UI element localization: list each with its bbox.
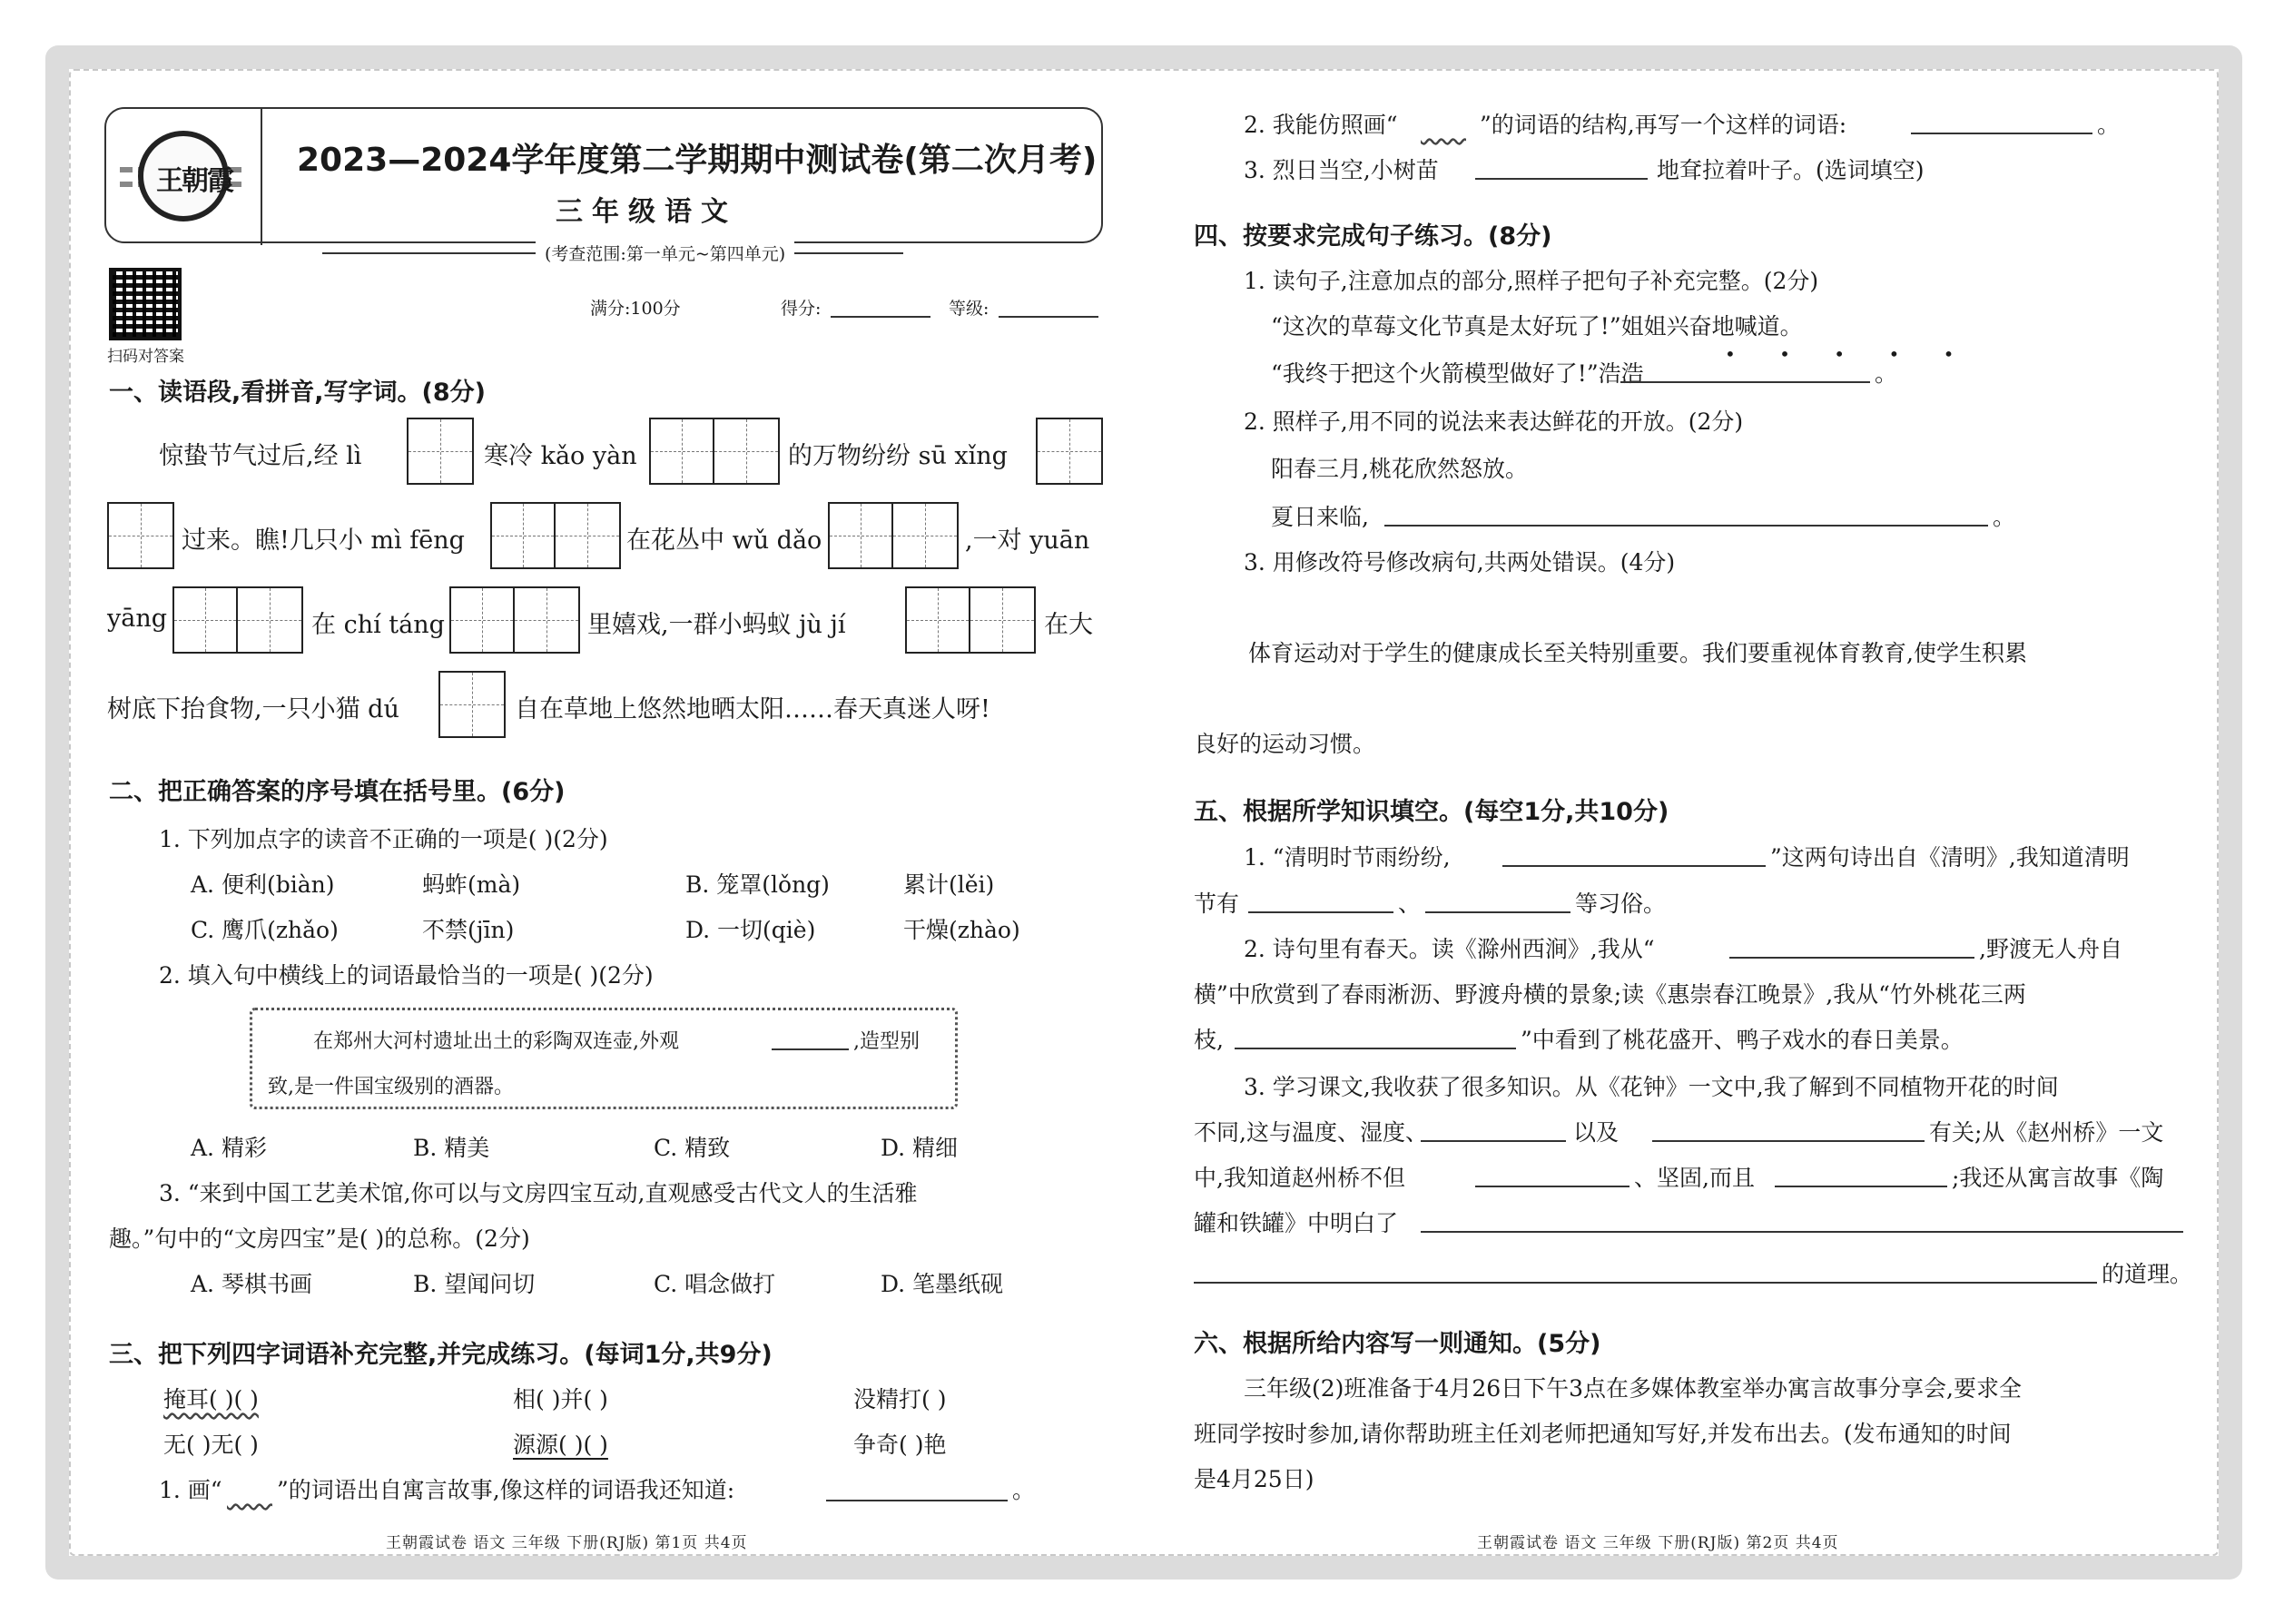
s1-text: 过来。瞧!几只小 mì fēng [182,527,465,555]
grade-blank[interactable] [999,316,1098,318]
section-2-title: 二、把正确答案的序号填在括号里。(6分) [109,778,566,806]
section-1-title: 一、读语段,看拼音,写字词。(8分) [109,379,486,407]
question: ”的词语的结构,再写一个这样的词语: [1480,112,1847,138]
question: 1. “清明时节雨纷纷, [1244,844,1451,871]
question: ;我还从寓言故事《陶 [1952,1165,2164,1191]
answer-blank[interactable] [1421,1231,2183,1233]
brand-logo [120,122,247,231]
question: 。 [2097,112,2121,138]
example-sentence: 阳春三月,桃花欣然怒放。 [1271,456,1528,482]
char-grid[interactable] [438,671,506,738]
question: 3. 学习课文,我收获了很多知识。从《花钟》一文中,我了解到不同植物开花的时间 [1244,1074,2059,1100]
char-grid[interactable] [107,502,174,569]
s1-text: 在 chí táng [311,611,445,639]
right-page: 2. 我能仿照画“ ”的词语的结构,再写一个这样的词语: 。 3. 烈日当空,小树苗 地耷拉着叶子。(选词填空) 四、按要求完成句子练习。(8分) 1. 读句子,注意加点的部分,照样子把句子补充完整。(2分) “这次的草莓文化节真是太好玩了!”姐姐兴奋地喊道。 • • • • • “我终于把这个火箭模型做好了!”浩浩 。 2. 照样子,用不同的说法来表达鲜花的开放。(2分) 阳春三月,桃花欣然怒放。 夏日来临, 。 3. 用修改符号修改病句,共两处错误。(4分) 体育运动对于学生的健康成长至关特别重要。我们要重视体育教育,使学生积累 良好的运动习惯。 五、根据所学知识填空。(每空1分,共10分) 1. “清明时节雨纷纷, ”这两句诗出自《清明》,我知道清明 节有 、 等习俗。 2. 诗句里有春天。读《滁州西涧》,我从“ ,野渡无人舟自 横”中欣赏到了春雨淅沥、野渡舟横的景象;读《惠崇春江晚景》,我从“竹外桃花三两 枝, ”中看到了桃花盛开、鸭子戏水的春日美景。 3. 学习课文,我收获了很多知识。从《花钟》一文中,我了解到不同植物开花的时间 不同,这与温度、湿度、 以及 有关;从《赵州桥》一文 中,我知道赵州桥不但 、坚固,而且 ;我还从寓言故事《陶 罐和铁罐》中明白了 的道理。 六、根据所给内容写一则通知。(5分) 三年级(2)班准备于4月26日下午3点在多媒体教室举办寓言故事分享会,要求全 班同学按时参加,请你帮助班主任刘老师把通知写好,并发布出去。(发布通知的时间 是4月25日) 王朝霞试卷 语文 三年级 下册(RJ版) 第2页 共4页 [1194,100,2220,1552]
answer-blank[interactable] [1425,911,1570,913]
idiom[interactable]: 掩耳( )( ) [163,1386,259,1412]
answer-blank[interactable] [1384,525,1988,527]
question: 节有 [1194,891,1240,917]
question: 不同,这与温度、湿度、 [1194,1119,1428,1146]
option[interactable]: 蚂蚱(mà) [422,871,521,898]
question: ”中看到了桃花盛开、鸭子戏水的春日美景。 [1521,1027,1964,1053]
quote-text: 在郑州大河村遗址出土的彩陶双连壶,外观 [313,1030,679,1053]
s1-text: 的万物纷纷 sū xǐng [788,442,1008,470]
question: 。 [1993,504,2016,530]
left-page [104,100,1130,1552]
footer: 王朝霞试卷 语文 三年级 下册(RJ版) 第1页 共4页 [386,1534,748,1552]
option[interactable]: A. 精彩 [191,1135,267,1161]
question: 2. 诗句里有春天。读《滁州西涧》,我从“ [1244,936,1655,962]
option[interactable]: D. 笔墨纸砚 [881,1271,1004,1297]
question: 以及 [1573,1119,1620,1146]
question: 趣。”句中的“文房四宝”是( )的总称。(2分) [109,1225,530,1252]
score-blank[interactable] [831,316,930,318]
option[interactable]: A. 琴棋书画 [191,1271,312,1297]
answer-blank[interactable] [1620,381,1870,383]
sick-sentence[interactable]: 良好的运动习惯。 [1194,731,1376,757]
option[interactable]: B. 笼罩(lǒng) [685,871,830,898]
question: 1. 下列加点字的读音不正确的一项是( )(2分) [159,826,608,852]
answer-blank[interactable] [1729,957,1974,959]
answer-blank[interactable] [772,1048,849,1050]
question: 罐和铁罐》中明白了 [1194,1210,1399,1236]
answer-blank[interactable] [1652,1140,1925,1142]
sick-sentence[interactable]: 体育运动对于学生的健康成长至关特别重要。我们要重视体育教育,使学生积累 [1248,640,2027,666]
answer-blank[interactable] [1475,1186,1629,1187]
question: 2. 我能仿照画“ [1244,112,1398,138]
option[interactable]: C. 鹰爪(zhǎo) [191,917,339,943]
quote-text: ,造型别 [853,1030,920,1053]
idiom[interactable]: 相( )并( ) [513,1386,608,1412]
option[interactable]: 干燥(zhào) [903,917,1020,943]
answer-blank[interactable] [1421,1140,1566,1142]
footer: 王朝霞试卷 语文 三年级 下册(RJ版) 第2页 共4页 [1477,1534,1839,1552]
question: 枝, [1194,1027,1224,1053]
question: 2. 照样子,用不同的说法来表达鲜花的开放。(2分) [1244,408,1744,435]
option[interactable]: B. 精美 [413,1135,490,1161]
s1-text: 寒冷 kǎo yàn [484,442,637,470]
question: 地耷拉着叶子。(选词填空) [1657,157,1925,183]
char-grid[interactable] [490,502,621,569]
option[interactable]: C. 唱念做打 [654,1271,776,1297]
idiom[interactable]: 无( )无( ) [163,1432,259,1458]
option[interactable]: D. 精细 [881,1135,959,1161]
question: ”的词语出自寓言故事,像这样的词语我还知道: [277,1477,735,1503]
question: 中,我知道赵州桥不但 [1194,1165,1405,1191]
full-score: 满分:100分 [590,299,681,319]
answer-blank[interactable] [826,1500,1008,1501]
s1-text: yāng [107,605,168,633]
exam-subject: 三年级语文 [556,196,737,228]
option[interactable]: 不禁(jīn) [422,917,515,943]
option[interactable]: B. 望闻问切 [413,1271,536,1297]
prompt-text: 三年级(2)班准备于4月26日下午3点在多媒体教室举办寓言故事分享会,要求全 [1244,1375,2022,1402]
question: 1. 读句子,注意加点的部分,照样子把句子补充完整。(2分) [1244,268,1819,294]
answer-blank[interactable] [1775,1186,1947,1187]
question: 等习俗。 [1575,891,1667,917]
s1-text: 树底下抬食物,一只小猫 dú [107,695,399,723]
qr-code [109,268,182,340]
question: 夏日来临, [1271,504,1369,530]
question: 。 [1012,1477,1036,1503]
section-6-title: 六、根据所给内容写一则通知。(5分) [1194,1330,1601,1358]
prompt-text: 班同学按时参加,请你帮助班主任刘老师把通知写好,并发布出去。(发布通知的时间 [1194,1421,2012,1447]
idiom[interactable]: 没精打( ) [853,1386,947,1412]
logo-text: 王朝霞 [156,165,232,197]
s1-text: 在花丛中 wǔ dǎo [626,527,822,555]
s1-text: 在大 [1044,611,1093,639]
prompt-text: 是4月25日) [1194,1466,1314,1492]
option[interactable]: 累计(lěi) [903,871,995,898]
grade-label: 等级: [949,299,989,319]
quote-text: 致,是一件国宝级别的酒器。 [268,1076,514,1098]
char-grid[interactable] [828,502,959,569]
question: 有关;从《赵州桥》一文 [1929,1119,2164,1146]
char-grid[interactable] [172,586,303,654]
question: ,野渡无人舟自 [1979,936,2122,962]
section-3-title: 三、把下列四字词语补充完整,并完成练习。(每词1分,共9分) [109,1341,773,1369]
example-sentence: “这次的草莓文化节真是太好玩了!”姐姐兴奋地喊道。 [1271,313,1803,340]
question: 3. 烈日当空,小树苗 [1244,157,1439,183]
answer-blank[interactable] [1194,1282,2097,1284]
option[interactable]: D. 一切(qiè) [685,917,816,943]
char-grid[interactable] [1036,418,1103,485]
answer-blank[interactable] [1248,911,1393,913]
question: 、 [1398,891,1422,917]
idiom[interactable]: 争奇( )艳 [853,1432,947,1458]
answer-blank[interactable] [1911,133,2092,134]
s1-text: ,一对 yuān [965,527,1090,555]
question: 2. 填入句中横线上的词语最恰当的一项是( )(2分) [159,962,654,989]
exam-scope: (考查范围:第一单元~第四单元) [536,241,794,265]
header-box [104,107,1103,243]
section-4-title: 四、按要求完成句子练习。(8分) [1194,222,1552,251]
idiom[interactable]: 源源( )( ) [513,1432,608,1458]
question: 1. 画“ [159,1477,222,1503]
section-5-title: 五、根据所学知识填空。(每空1分,共10分) [1194,798,1669,826]
exam-title: 2023—2024学年度第二学期期中测试卷(第二次月考) [297,142,1098,179]
char-grid[interactable] [407,418,474,485]
qr-caption: 扫码对答案 [107,348,184,366]
s1-text: 惊蛰节气过后,经 lì [159,442,362,470]
answer-blank[interactable] [1235,1048,1516,1049]
header-divider [261,109,262,245]
question: 、坚固,而且 [1634,1165,1755,1191]
s1-text: 自在草地上悠然地晒太阳……春天真迷人呀! [515,695,990,723]
question: 。 [1875,360,1898,387]
question: 的道理。 [2102,1261,2193,1287]
option[interactable]: A. 便利(biàn) [191,871,335,898]
char-grid[interactable] [905,586,1036,654]
char-grid[interactable] [449,586,580,654]
score-label: 得分: [781,299,822,319]
question: “我终于把这个火箭模型做好了!”浩浩 [1271,360,1644,387]
question: 横”中欣赏到了春雨淅沥、野渡舟横的景象;读《惠崇春江晚景》,我从“竹外桃花三两 [1194,981,2026,1008]
s1-text: 里嬉戏,一群小蚂蚁 jù jí [587,611,846,639]
question: 3. 用修改符号修改病句,共两处错误。(4分) [1244,549,1676,576]
answer-blank[interactable] [1475,178,1648,180]
answer-blank[interactable] [1502,865,1766,867]
question: ”这两句诗出自《清明》,我知道清明 [1770,844,2130,871]
question: 3. “来到中国工艺美术馆,你可以与文房四宝互动,直观感受古代文人的生活雅 [159,1180,918,1206]
char-grid[interactable] [649,418,780,485]
option[interactable]: C. 精致 [654,1135,731,1161]
